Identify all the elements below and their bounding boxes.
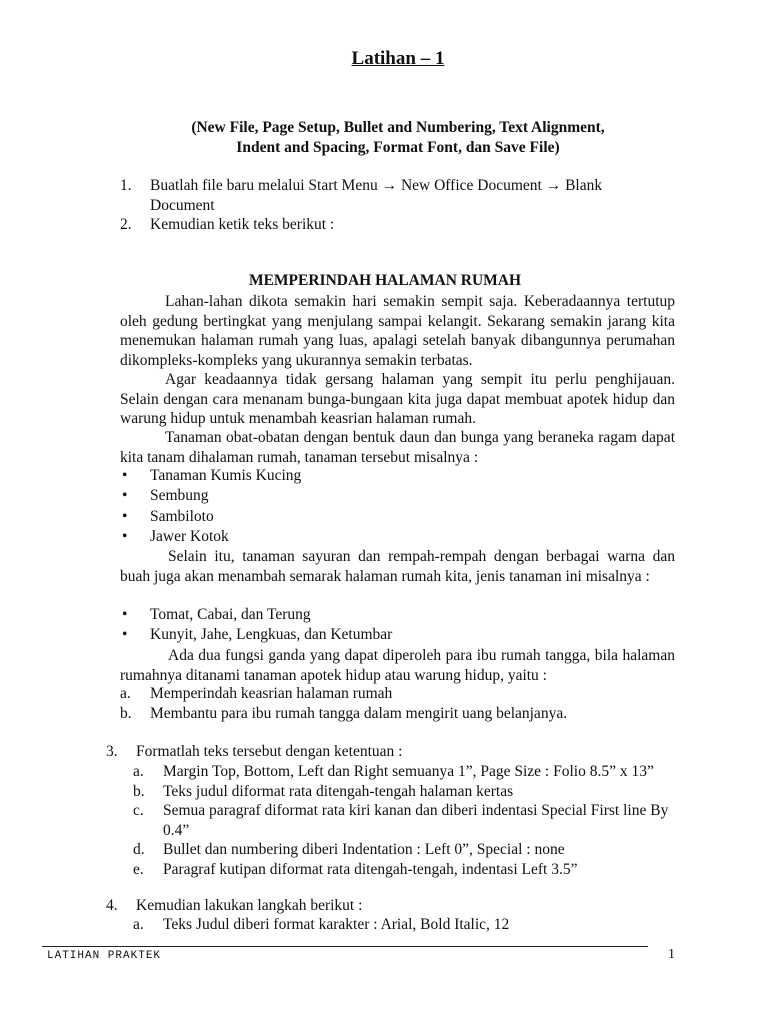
list-item-text: Tanaman Kumis Kucing	[150, 467, 302, 484]
bullet-icon: •	[122, 606, 128, 623]
list-item-text: Kunyit, Jahe, Lengkuas, dan Ketumbar	[150, 626, 393, 644]
item-letter: e.	[133, 860, 144, 878]
paragraph: Tanaman obat-obatan dengan bentuk daun dan bunga yang beraneka ragam dapat kita tanam dihalaman rumah, tanaman tersebut misalnya :	[120, 429, 675, 466]
bullet-list	[120, 466, 660, 547]
numbered-item	[120, 215, 650, 235]
list-item	[120, 625, 660, 645]
list-item	[133, 762, 678, 782]
list-item-text: Margin Top, Bottom, Left dan Right semuanya 1”, Page Size : Folio 8.5” x 13”	[163, 763, 654, 780]
list-item-text: Tomat, Cabai, dan Terung	[150, 606, 311, 623]
bullet-icon: •	[122, 626, 128, 644]
list-item-text: Teks Judul diberi format karakter : Arial, Bold Italic, 12	[163, 916, 510, 933]
item-letter: b.	[120, 704, 132, 722]
list-item	[120, 466, 660, 486]
list-item-text: Paragraf kutipan diformat rata ditengah-tengah, indentasi Left 3.5”	[163, 860, 578, 878]
list-item	[120, 605, 660, 625]
item-text: Formatlah teks tersebut dengan ketentuan :	[136, 743, 403, 760]
steps-list	[133, 915, 678, 935]
list-item	[120, 527, 660, 547]
list-item-text: Memperindah keasrian halaman rumah	[150, 685, 393, 702]
item-number: 4.	[106, 897, 118, 914]
numbered-item	[106, 896, 636, 916]
subtitle	[0, 118, 768, 158]
bullet-icon: •	[122, 507, 128, 525]
item-number: 3.	[106, 743, 118, 760]
list-item	[120, 486, 660, 506]
paragraph: Lahan-lahan dikota semakin hari semakin sempit saja. Keberadaannya tertutup oleh gedung bertingkat yang menjulang sampai kelangit. Sekarang semakin jarang kita menemukan halaman rumah yang luas, apalagi setelah banyak dibangunnya perumahan dikompleks-kompleks yang ukurannya semakin terbatas.	[120, 293, 675, 369]
list-item	[133, 782, 678, 802]
list-item	[133, 860, 678, 880]
list-item-text: Semua paragraf diformat rata kiri kanan dan diberi indentasi Special First line By 0.4”	[163, 802, 669, 839]
item-text: Kemudian lakukan langkah berikut :	[136, 897, 363, 914]
item-text: Kemudian ketik teks berikut :	[150, 216, 335, 233]
list-item-text: Membantu para ibu rumah tangga dalam mengirit uang belanjanya.	[150, 704, 568, 722]
item-letter: a.	[133, 916, 144, 933]
numbered-item	[106, 742, 636, 762]
section-title: MEMPERINDAH HALAMAN RUMAH	[248, 272, 522, 289]
item-text: Buatlah file baru melalui Start Menu → New Office Document → Blank Document	[150, 177, 603, 214]
list-item	[133, 915, 678, 935]
format-rules-list	[133, 762, 678, 879]
bullet-icon: •	[122, 527, 128, 545]
page-title: Latihan – 1	[351, 48, 445, 69]
list-item	[120, 507, 660, 527]
footer-divider	[42, 946, 648, 947]
bullet-icon: •	[122, 467, 128, 484]
list-item-text: Jawer Kotok	[150, 527, 229, 545]
bullet-list	[120, 605, 660, 646]
item-letter: c.	[133, 802, 144, 819]
list-item-text: Sembung	[150, 487, 209, 505]
list-item	[133, 801, 678, 840]
subtitle-line: Indent and Spacing, Format Font, dan Save File)	[236, 139, 560, 156]
paragraph: Agar keadaannya tidak gersang halaman yang sempit itu perlu penghijauan. Selain dengan cara menanam bunga-bungaan kita juga dapat membuat apotek hidup dan warung hidup untuk menambah keasrian halaman rumah.	[120, 371, 675, 427]
page-number: 1	[668, 947, 675, 962]
list-item-text: Teks judul diformat rata ditengah-tengah halaman kertas	[163, 782, 514, 800]
list-item-text: Sambiloto	[150, 507, 214, 525]
numbered-item	[120, 176, 650, 215]
bullet-icon: •	[122, 487, 128, 505]
list-item-text: Bullet dan numbering diberi Indentation : Left 0”, Special : none	[163, 841, 565, 858]
item-letter: b.	[133, 782, 145, 800]
item-number: 2.	[120, 216, 132, 233]
footer-label: LATIHAN PRAKTEK	[47, 950, 162, 962]
paragraph: Selain itu, tanaman sayuran dan rempah-rempah dengan berbagai warna dan buah juga akan menambah semarak halaman rumah kita, jenis tanaman ini misalnya :	[120, 548, 675, 585]
alpha-list	[120, 684, 660, 723]
item-number: 1.	[120, 177, 132, 194]
list-item	[120, 684, 660, 704]
list-item	[133, 840, 678, 860]
item-letter: d.	[133, 841, 145, 858]
item-letter: a.	[133, 763, 144, 780]
paragraph: Ada dua fungsi ganda yang dapat diperoleh para ibu rumah tangga, bila halaman rumahnya ditanami tanaman apotek hidup atau warung hidup, yaitu :	[120, 647, 675, 684]
item-letter: a.	[120, 685, 131, 702]
list-item	[120, 704, 660, 724]
subtitle-line: (New File, Page Setup, Bullet and Numbering, Text Alignment,	[191, 119, 605, 136]
